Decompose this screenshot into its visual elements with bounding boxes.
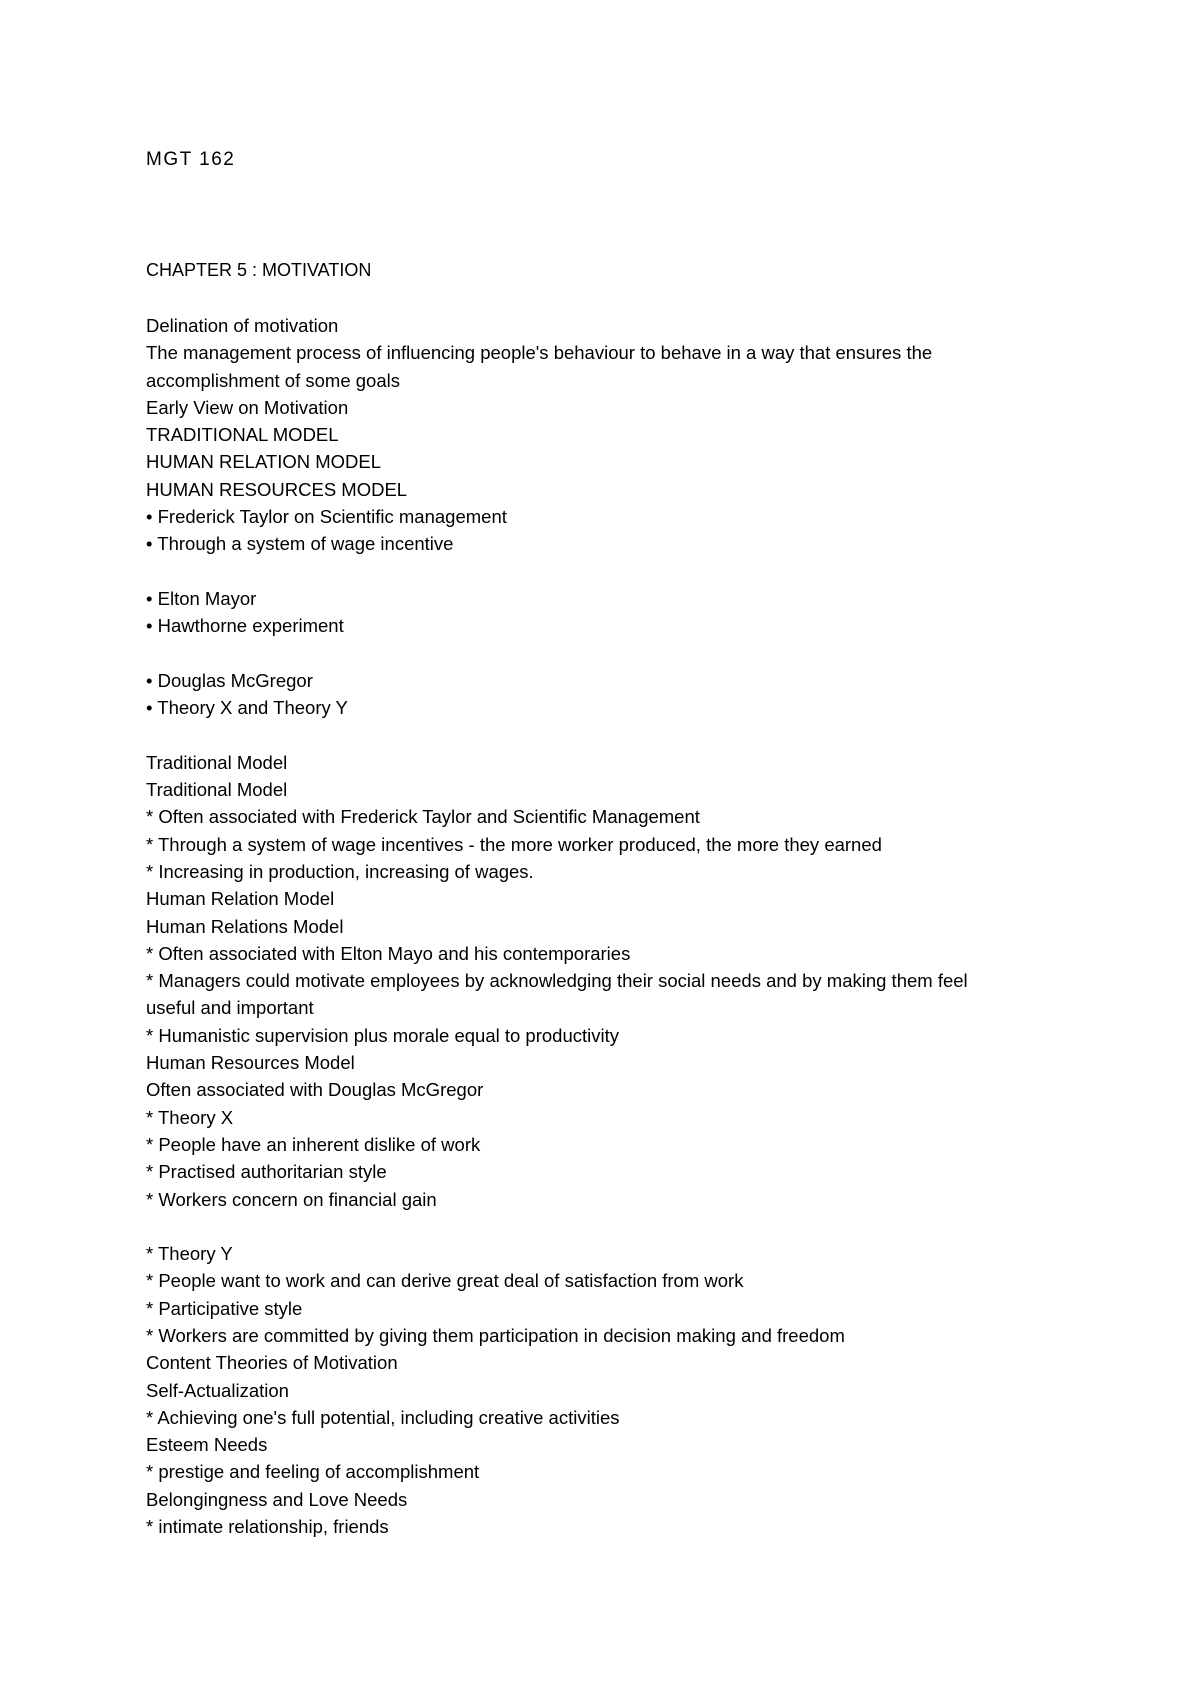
text-line: Esteem Needs bbox=[146, 1434, 268, 1456]
text-line: HUMAN RESOURCES MODEL bbox=[146, 478, 408, 500]
text-line: The management process of influencing people's behaviour to behave in a way that ensures the bbox=[146, 342, 933, 364]
blank-line bbox=[146, 1213, 1106, 1240]
text-line: HUMAN RELATION MODEL bbox=[146, 451, 382, 473]
text-line: * Participative style bbox=[146, 1297, 303, 1319]
text-line: accomplishment of some goals bbox=[146, 369, 400, 391]
text-line: * Achieving one's full potential, including creative activities bbox=[146, 1406, 620, 1428]
blank-line bbox=[146, 640, 1106, 667]
text-line: Belongingness and Love Needs bbox=[146, 1488, 408, 1510]
chapter-title: CHAPTER 5 : MOTIVATION bbox=[146, 260, 372, 280]
text-line: * Theory X bbox=[146, 1106, 234, 1128]
text-line: * Often associated with Frederick Taylor and Scientific Management bbox=[146, 806, 700, 828]
text-line: * Managers could motivate employees by acknowledging their social needs and by making them feel bbox=[146, 970, 968, 992]
text-line: * prestige and feeling of accomplishment bbox=[146, 1461, 480, 1483]
text-line: • Through a system of wage incentive bbox=[146, 533, 454, 555]
text-line: Human Relations Model bbox=[146, 915, 344, 937]
text-line: * Humanistic supervision plus morale equal to productivity bbox=[146, 1024, 619, 1046]
text-line: • Elton Mayor bbox=[146, 587, 257, 609]
text-line: Content Theories of Motivation bbox=[146, 1352, 398, 1374]
text-line: * People have an inherent dislike of work bbox=[146, 1133, 481, 1155]
text-line: • Theory X and Theory Y bbox=[146, 697, 348, 719]
text-line: • Frederick Taylor on Scientific management bbox=[146, 506, 507, 528]
text-line: * Practised authoritarian style bbox=[146, 1161, 387, 1183]
document-body bbox=[146, 312, 1106, 1540]
text-line: * Through a system of wage incentives - the more worker produced, the more they earned bbox=[146, 833, 882, 855]
text-line: • Hawthorne experiment bbox=[146, 615, 344, 637]
text-line: Early View on Motivation bbox=[146, 396, 349, 418]
text-line: useful and important bbox=[146, 997, 314, 1019]
text-line: * Often associated with Elton Mayo and his contemporaries bbox=[146, 942, 631, 964]
text-line: * Workers are committed by giving them participation in decision making and freedom bbox=[146, 1324, 845, 1346]
text-line: * Theory Y bbox=[146, 1243, 233, 1265]
blank-line bbox=[146, 558, 1106, 585]
text-line: TRADITIONAL MODEL bbox=[146, 424, 339, 446]
text-line: Delination of motivation bbox=[146, 315, 339, 336]
text-line: • Douglas McGregor bbox=[146, 669, 313, 691]
text-line: Traditional Model bbox=[146, 751, 288, 773]
text-line: * People want to work and can derive great deal of satisfaction from work bbox=[146, 1270, 744, 1292]
text-line: Traditional Model bbox=[146, 779, 288, 801]
course-code-heading: MGT 162 bbox=[146, 149, 236, 170]
text-line: * Increasing in production, increasing of wages. bbox=[146, 860, 534, 882]
blank-line bbox=[146, 721, 1106, 748]
text-line: Self-Actualization bbox=[146, 1379, 289, 1401]
text-line: Human Resources Model bbox=[146, 1052, 355, 1074]
text-line: Often associated with Douglas McGregor bbox=[146, 1079, 484, 1101]
text-line: * intimate relationship, friends bbox=[146, 1516, 389, 1538]
text-line: Human Relation Model bbox=[146, 888, 335, 910]
text-line: * Workers concern on financial gain bbox=[146, 1188, 437, 1210]
